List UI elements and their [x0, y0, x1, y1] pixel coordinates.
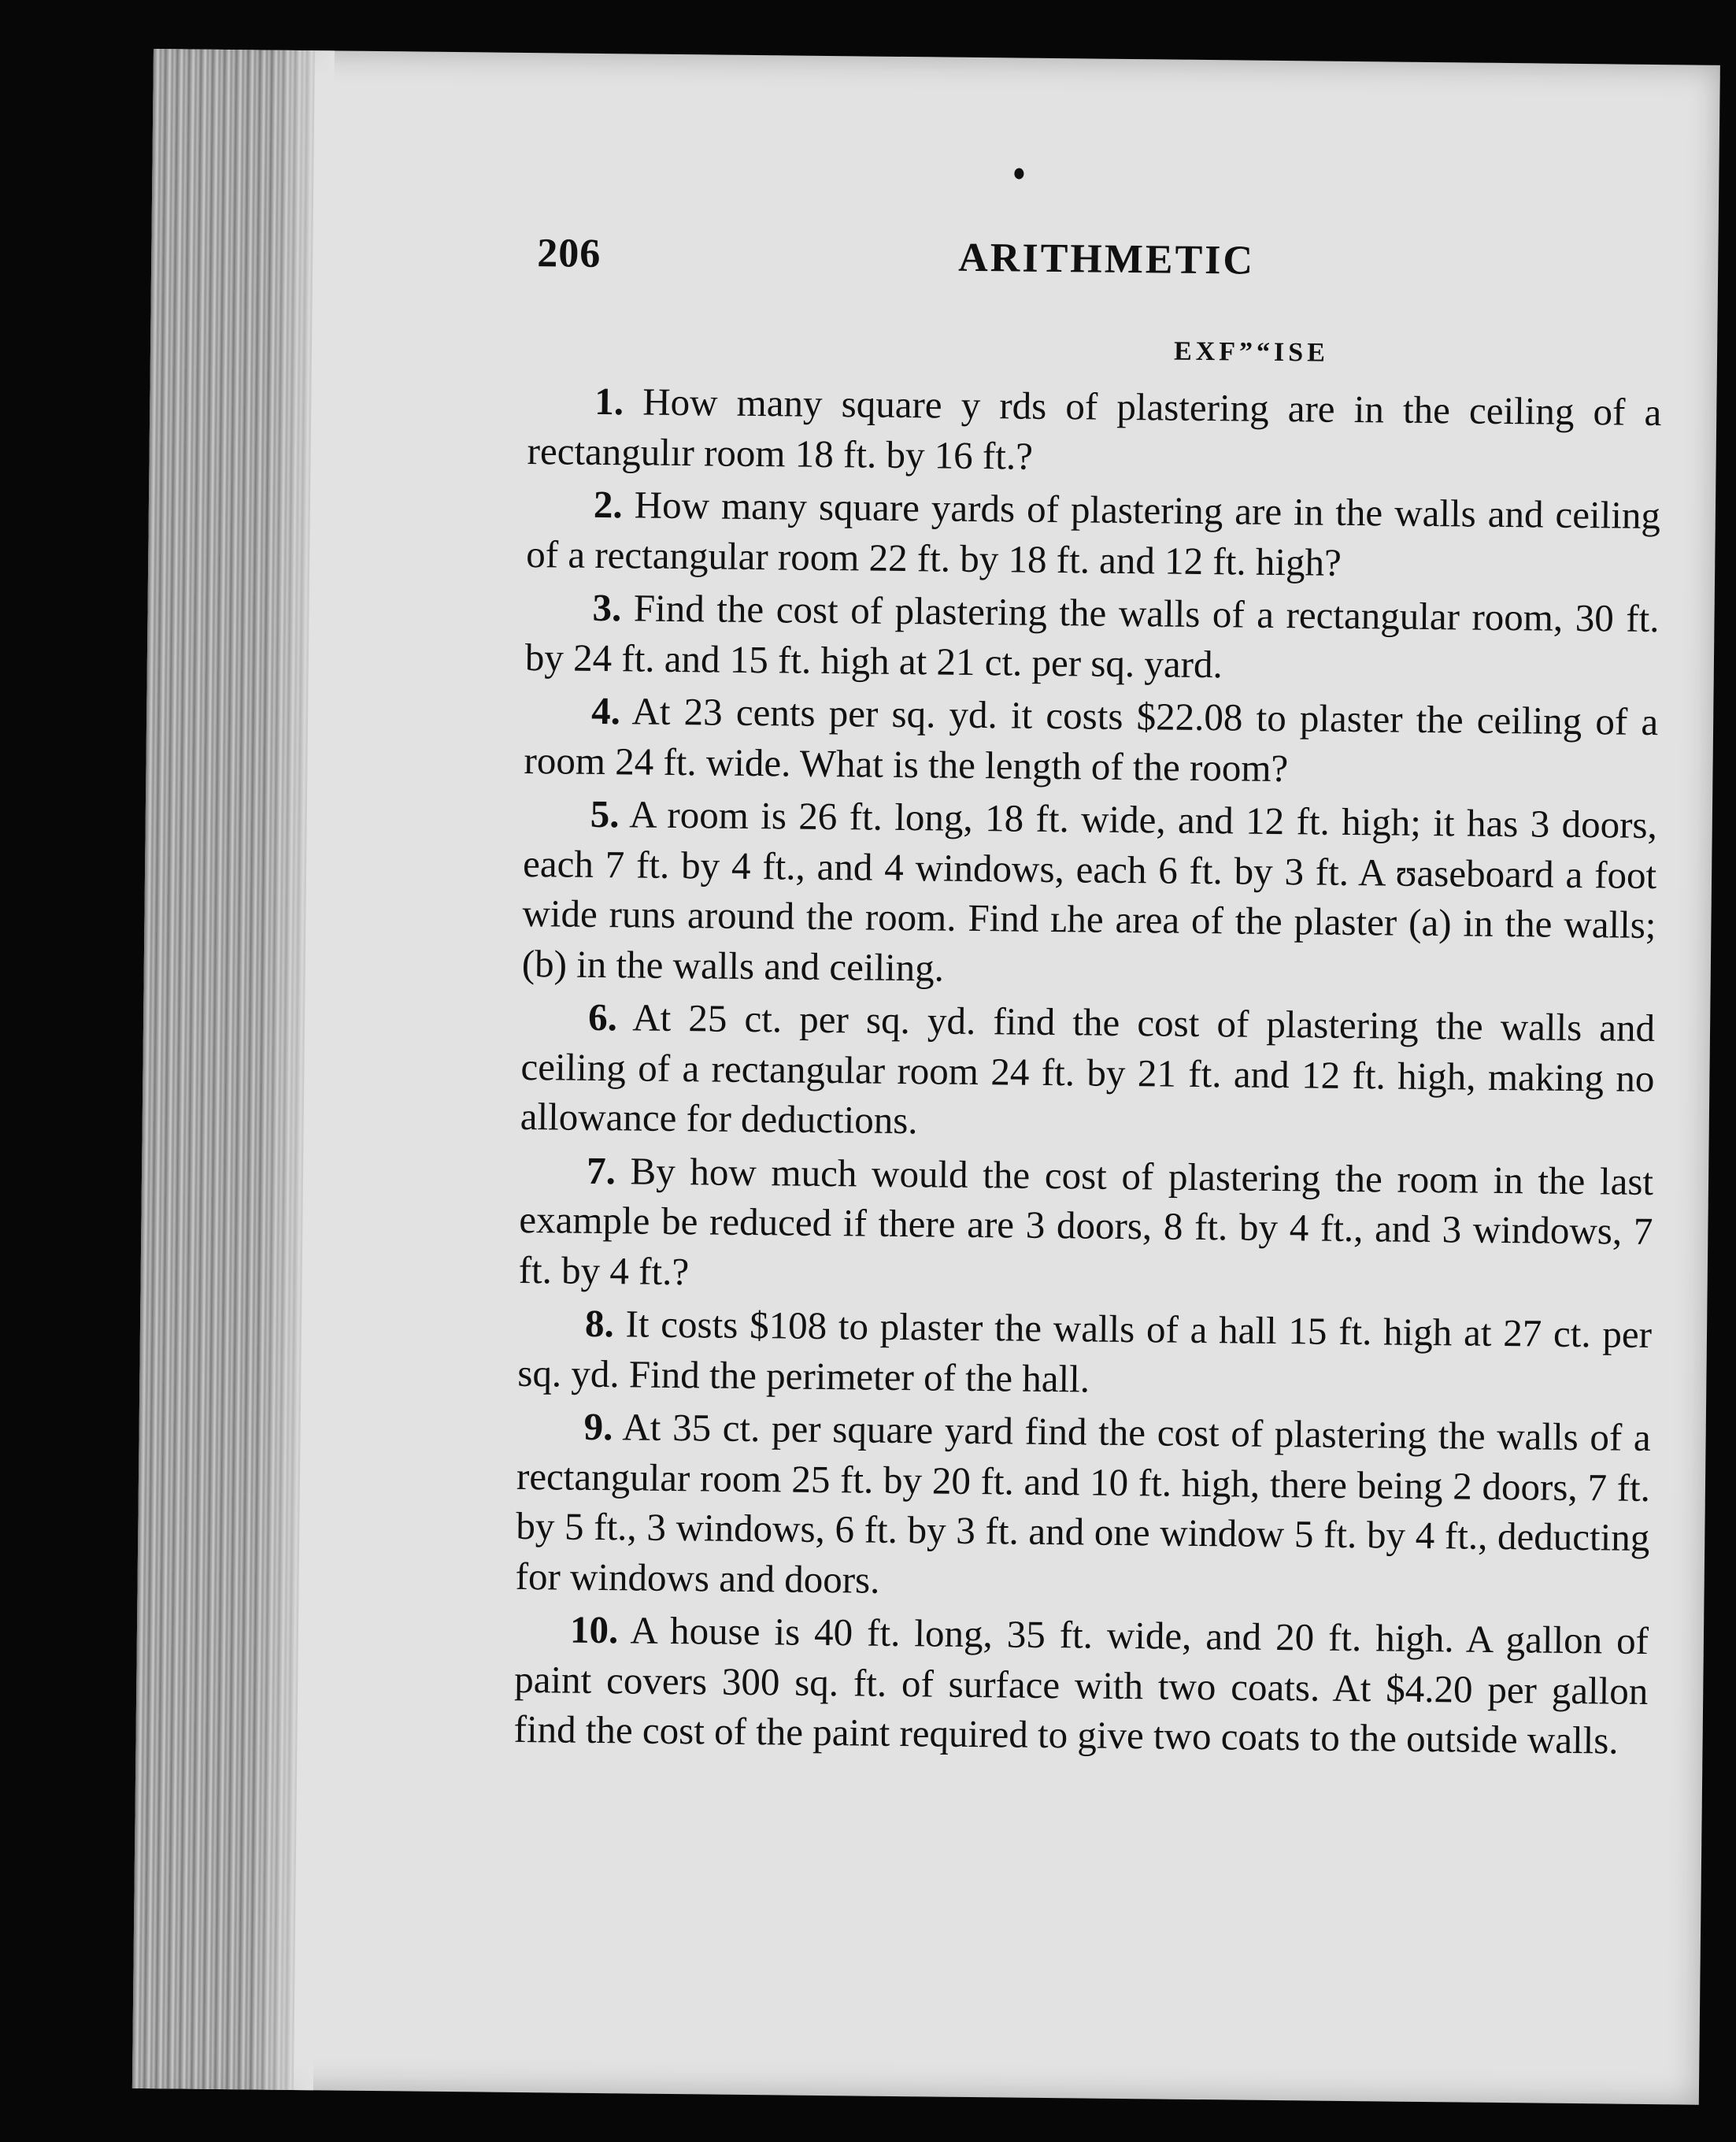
page-header — [537, 230, 1640, 305]
running-head: ARITHMETIC — [957, 235, 1256, 284]
exercise-text: A house is 40 ft. long, 35 ft. wide, and 20 ft. high. A gallon of paint covers 300 sq. ft. of surface with two coats. At $4.20 per gallon find the cost of the paint required to give two coats to the outside walls. — [513, 1608, 1649, 1762]
exercise-text: Find the cost of plastering the walls of a rectangular room, 30 ft. by 24 ft. and 15 ft. high at 21 ct. per sq. yard. — [524, 586, 1660, 686]
exercise-item — [513, 1604, 1649, 1766]
exercise-number: 9. — [583, 1404, 613, 1449]
exercise-text: How many square yards of plastering are in the walls and ceiling of a rectangular room 22 ft. by 18 ft. and 12 ft. high? — [526, 483, 1661, 584]
page-number: 206 — [537, 231, 601, 276]
book-page — [132, 49, 1720, 2105]
exercise-number: 4. — [590, 688, 621, 733]
exercise-item — [515, 1401, 1651, 1613]
exercise-text: How many square y rds of plastering are in the ceiling of a rectangulır room 18 ft. by 16 ft.? — [527, 380, 1662, 478]
exercise-number: 2. — [593, 482, 624, 527]
exercise-text: It costs $108 to plaster the walls of a hall 15 ft. high at 27 ct. per sq. yd. Find the perimeter of the hall. — [517, 1302, 1653, 1401]
exercise-number: 3. — [592, 585, 622, 630]
exercise-item — [527, 376, 1661, 487]
exercise-number: 6. — [587, 995, 618, 1040]
exercise-list — [513, 376, 1661, 1769]
exercise-text: A room is 26 ft. long, 18 ft. wide, and 12 ft. high; it has 3 doors, each 7 ft. by 4 ft., and 4 windows, each 6 ft. by 3 ft. A ʊaseboard a foot wide runs around the room. Find ʟhe area of the plaster (a) in the walls; (b) in the walls and ceiling. — [521, 792, 1658, 990]
exercise-number: 1. — [594, 379, 624, 424]
exercise-item — [518, 1144, 1653, 1306]
exercise-number: 8. — [584, 1301, 615, 1346]
exercise-item — [522, 788, 1658, 1000]
exercise-text: At 25 ct. per sq. yd. find the cost of plastering the walls and ceiling of a rectangular room 24 ft. by 21 ft. and 12 ft. high, making no allowance for deductions. — [520, 995, 1656, 1143]
exercise-text: At 35 ct. per square yard find the cost of plastering the walls of a rectangular room 25 ft. by 20 ft. and 10 ft. high, there being 2 doors, 7 ft. by 5 ft., 3 windows, 6 ft. by 3 ft. and one window 5 ft. by 4 ft., deducting for windows and doors. — [515, 1405, 1651, 1602]
section-title: EXF”“ISE — [1173, 336, 1330, 368]
exercise-item — [525, 582, 1660, 694]
exercise-number: 5. — [590, 791, 620, 836]
exercise-item — [520, 991, 1655, 1154]
exercise-item — [524, 685, 1658, 797]
exercise-item — [517, 1298, 1652, 1410]
exercise-text: At 23 cents per sq. yd. it costs $22.08 to plaster the ceiling of a room 24 ft. wide. What is the length of the room? — [524, 689, 1659, 790]
ink-dot — [1014, 168, 1023, 179]
exercise-number: 10. — [569, 1607, 619, 1652]
exercise-item — [526, 479, 1660, 591]
exercise-number: 7. — [586, 1148, 616, 1192]
exercise-text: By how much would the cost of plastering the room in the last example be reduced if there are 3 doors, 8 ft. by 4 ft., and 3 windows, 7 ft. by 4 ft.? — [518, 1148, 1654, 1293]
